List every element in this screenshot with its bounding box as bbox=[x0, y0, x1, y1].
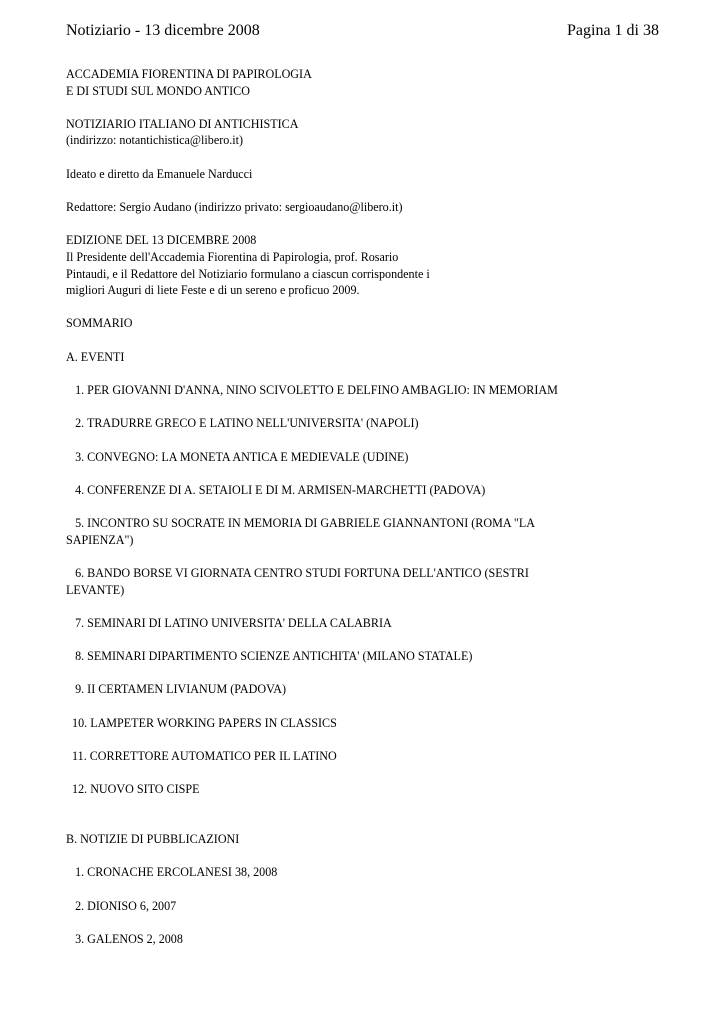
section-spacer bbox=[66, 815, 666, 832]
toc-item: 2. DIONISO 6, 2007 bbox=[66, 898, 177, 913]
toc-item: 1. PER GIOVANNI D'ANNA, NINO SCIVOLETTO E DELFINO AMBAGLIO: IN MEMORIAM bbox=[66, 382, 558, 397]
page-indicator: Pagina 1 di 38 bbox=[567, 22, 659, 39]
toc-item: 1. CRONACHE ERCOLANESI 38, 2008 bbox=[66, 865, 278, 880]
toc-item: 7. SEMINARI DI LATINO UNIVERSITA' DELLA CALABRIA bbox=[66, 615, 392, 630]
toc-item: 3. GALENOS 2, 2008 bbox=[66, 932, 183, 947]
edizione-line-2: Il Presidente dell'Accademia Fiorentina di Papirologia, prof. Rosario bbox=[66, 249, 399, 264]
toc-item-line: 5. INCONTRO SU SOCRATE IN MEMORIA DI GABRIELE GIANNANTONI (ROMA "LA bbox=[66, 516, 535, 531]
toc-item-line: 6. BANDO BORSE VI GIORNATA CENTRO STUDI FORTUNA DELL'ANTICO (SESTRI bbox=[66, 565, 529, 580]
toc-item-line: SAPIENZA") bbox=[66, 532, 134, 547]
edizione-block bbox=[66, 232, 666, 298]
edizione-line-4: migliori Auguri di liete Feste e di un sereno e proficuo 2009. bbox=[66, 283, 360, 298]
document-title: Notiziario - 13 dicembre 2008 bbox=[66, 22, 260, 39]
academy-line-2: E DI STUDI SUL MONDO ANTICO bbox=[66, 83, 250, 98]
page-header bbox=[66, 20, 659, 44]
document-body bbox=[66, 66, 666, 964]
notiziario-block bbox=[66, 116, 666, 149]
toc-item: 11. CORRETTORE AUTOMATICO PER IL LATINO bbox=[66, 748, 337, 763]
notiziario-line-1: NOTIZIARIO ITALIANO DI ANTICHISTICA bbox=[66, 116, 299, 131]
sommario-heading: SOMMARIO bbox=[66, 316, 133, 331]
edizione-line-1: EDIZIONE DEL 13 DICEMBRE 2008 bbox=[66, 233, 257, 248]
section-b-title: B. NOTIZIE DI PUBBLICAZIONI bbox=[66, 832, 240, 847]
toc-item: 9. II CERTAMEN LIVIANUM (PADOVA) bbox=[66, 682, 287, 697]
academy-line-1: ACCADEMIA FIORENTINA DI PAPIROLOGIA bbox=[66, 67, 312, 81]
redattore-line: Redattore: Sergio Audano (indirizzo privato: sergioaudano@libero.it) bbox=[66, 200, 403, 215]
toc-item: 3. CONVEGNO: LA MONETA ANTICA E MEDIEVALE (UDINE) bbox=[66, 449, 409, 464]
notiziario-email: (indirizzo: notantichistica@libero.it) bbox=[66, 133, 244, 148]
toc-item: 10. LAMPETER WORKING PAPERS IN CLASSICS bbox=[66, 715, 337, 730]
ideato-line: Ideato e diretto da Emanuele Narducci bbox=[66, 166, 253, 181]
toc-item-multiline bbox=[66, 565, 666, 598]
edizione-line-3: Pintaudi, e il Redattore del Notiziario formulano a ciascun corrispondente i bbox=[66, 266, 430, 281]
section-a-title: A. EVENTI bbox=[66, 349, 125, 364]
toc-item: 2. TRADURRE GRECO E LATINO NELL'UNIVERSITA' (NAPOLI) bbox=[66, 416, 419, 431]
toc-item-multiline bbox=[66, 515, 666, 548]
toc-item-line: LEVANTE) bbox=[66, 582, 125, 597]
toc-item: 4. CONFERENZE DI A. SETAIOLI E DI M. ARMISEN-MARCHETTI (PADOVA) bbox=[66, 482, 486, 497]
academy-block bbox=[66, 66, 666, 99]
toc-item: 8. SEMINARI DIPARTIMENTO SCIENZE ANTICHITA' (MILANO STATALE) bbox=[66, 649, 473, 664]
toc-item: 12. NUOVO SITO CISPE bbox=[66, 782, 200, 797]
